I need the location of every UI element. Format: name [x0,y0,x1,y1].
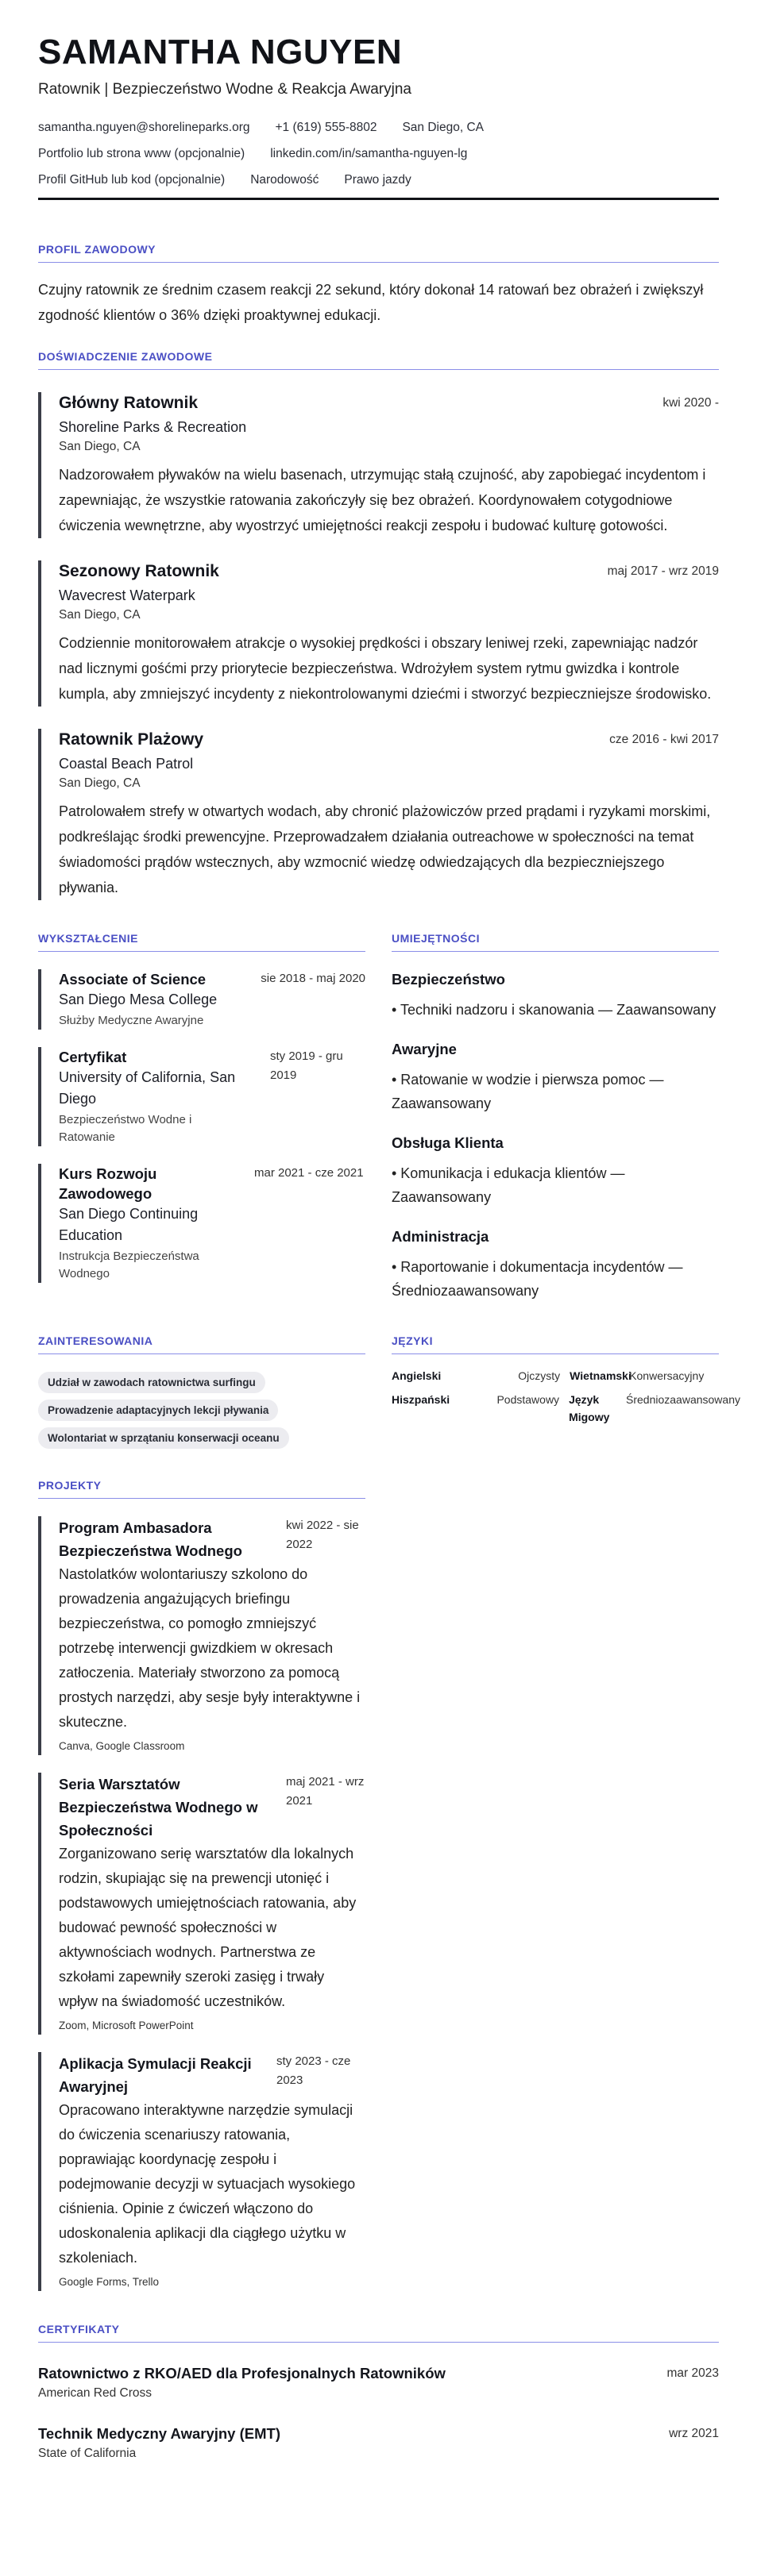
summary-section [38,243,719,328]
education-section [38,932,365,1303]
project-description: Opracowano interaktywne narzędzie symulacji do ćwiczenia scenariuszy ratowania, poprawiając koordynację zespołu i podejmowanie decyzji w sytuacjach wysokiego ciśnienia. Opinie z ćwiczeń włączono do udoskonalenia aplikacji dla ciągłego użytku w szkoleniach. [59,2102,356,2266]
projects-section [38,1479,365,2291]
education-entry [38,969,365,1030]
project-title: Program Ambasadora Bezpieczeństwa Wodnego [59,1519,242,1559]
project-tools: Zoom, Microsoft PowerPoint [59,2020,194,2031]
contact-row [38,141,719,167]
skills-section [392,932,719,1303]
certification-date: mar 2023 [666,2366,719,2380]
contact-row [38,114,719,141]
job-dates: kwi 2020 - [662,396,719,410]
resume-header [38,0,719,200]
section-title: JĘZYKI [392,1334,719,1354]
job-location: San Diego, CA [59,776,141,790]
certification-entry [38,2363,719,2403]
job-entry [38,729,719,900]
section-title: CERTYFIKATY [38,2323,719,2343]
location: San Diego, CA [402,120,484,134]
education-dates: sie 2018 - maj 2020 [261,972,365,985]
summary-text: Czujny ratownik ze średnim czasem reakcji 22 sekund, który dokonał 14 ratowań bez obrażeń i zwiększył zgodność klientów o 36% dzięki proaktywnej edukacji. [38,282,704,323]
certification-issuer: American Red Cross [38,2386,152,2400]
section-title: PROJEKTY [38,1479,365,1499]
language-row [392,1391,740,1426]
interest-tag: Prowadzenie adaptacyjnych lekcji pływania [38,1400,278,1421]
language-name: Angielski [392,1369,442,1382]
job-description: Codziennie monitorowałem atrakcje o wysokiej prędkości i obszary leniwej rzeki, zapewniając nadzór nad licznymi gośćmi przy priorytecie bezpieczeństwa. Wdrożyłem system rytmu gwizdka i kontrole kumpla, aby zmniejszyć incydenty z niekontrolowanymi dziećmi i stworzyć bezpieczniejsze środowisko. [59,635,712,702]
interest-tag: Wolontariat w sprzątaniu konserwacji oceanu [38,1427,289,1449]
portfolio-link[interactable]: Portfolio lub strona www (opcjonalnie) [38,146,245,160]
project-dates: sty 2023 - cze 2023 [276,2054,351,2087]
contact-row [38,167,719,193]
phone[interactable]: +1 (619) 555-8802 [275,120,377,134]
field-of-study: Bezpieczeństwo Wodne i Ratowanie [59,1113,192,1144]
contact-info [38,114,719,193]
linkedin-link[interactable]: linkedin.com/in/samantha-nguyen-lg [270,146,468,160]
github-link[interactable]: Profil GitHub lub kod (opcjonalnie) [38,172,226,187]
certification-name: Ratownictwo z RKO/AED dla Profesjonalnych Ratowników [38,2365,446,2382]
education-dates: mar 2021 - cze 2021 [254,1166,364,1180]
language-row [392,1367,719,1384]
section-title: PROFIL ZAWODOWY [38,243,719,263]
school: San Diego Mesa College [59,992,218,1007]
certification-name: Technik Medyczny Awaryjny (EMT) [38,2425,280,2442]
education-entry [38,1047,365,1146]
job-description: Nadzorowałem pływaków na wielu basenach, utrzymując stałą czujność, aby zapobiegać incydentom i zapewniając, że wszystkie ratowania zakończyły się bez obrażeń. Koordynowałem cotygodniowe ćwiczenia wewnętrzne, aby wyostrzyć umiejętności reakcji zespołu i budować kulturę gotowości. [59,467,706,533]
skill-item: • Ratowanie w wodzie i pierwsza pomoc — Zaawansowany [392,1072,664,1111]
interests-section [38,1334,365,1449]
languages-section [392,1334,740,1449]
section-title: DOŚWIADCZENIE ZAWODOWE [38,350,719,370]
skill-item: • Techniki nadzoru i skanowania — Zaawansowany [392,1002,716,1018]
job-company: Shoreline Parks & Recreation [59,419,247,435]
job-location: San Diego, CA [59,608,141,622]
section-title: ZAINTERESOWANIA [38,1334,365,1354]
school: San Diego Continuing Education [59,1206,199,1243]
experience-section [38,350,719,900]
degree: Associate of Science [59,971,207,988]
language-level: Podstawowy [496,1393,560,1406]
skill-group [392,1226,719,1303]
job-company: Wavecrest Waterpark [59,587,195,603]
job-title: Ratownik Plażowy [59,730,204,749]
job-dates: cze 2016 - kwi 2017 [609,733,719,746]
interests-languages-row [38,1334,740,1449]
skill-item: • Komunikacja i edukacja klientów — Zaawansowany [392,1165,625,1205]
school: University of California, San Diego [59,1069,236,1107]
project-dates: maj 2021 - wrz 2021 [286,1775,365,1808]
project-description: Zorganizowano serię warsztatów dla lokalnych rodzin, skupiając się na prewencji utonięć i podstawowych umiejętnościach ratowania, aby budować pewność społeczności w aktywnościach wodnych. Partnerstwa ze szkołami zapewniły szeroki zasięg i trwały wpływ na świadomość uczestników. [59,1846,357,2009]
header-divider [38,198,719,200]
degree: Certyfikat [59,1049,127,1065]
degree: Kurs Rozwoju Zawodowego [59,1165,157,1202]
languages-table [392,1367,740,1426]
skill-item: • Raportowanie i dokumentacja incydentów — Średniozaawansowany [392,1259,683,1299]
certification-date: wrz 2021 [669,2427,719,2440]
job-entry [38,392,719,538]
language-name: Wietnamski [570,1369,631,1382]
project-title: Seria Warsztatów Bezpieczeństwa Wodnego w Społeczności [59,1776,258,1839]
language-name: Język Migowy [569,1393,610,1423]
skill-category: Bezpieczeństwo [392,971,505,988]
candidate-name: SAMANTHA NGUYEN [38,33,403,71]
job-description: Patrolowałem strefy w otwartych wodach, aby chronić plażowiczów przed prądami i ryzykami morskimi, podkreślając środki prewencyjne. Przeprowadzałem działania outreachowe w społeczności na temat świadomości prądów wstecznych, aby wzmocnić wiedzę odwiedzających dla bezpieczniejszego pływania. [59,803,711,895]
job-entry [38,560,719,707]
certifications-section [38,2323,719,2463]
interest-tag: Udział w zawodach ratownictwa surfingu [38,1372,265,1393]
project-description: Nastolatków wolontariuszy szkolono do prowadzenia angażujących briefingu bezpieczeństwa, co pomogło zmniejszyć potrzebę interwencji gwizdkiem w okresach zatłoczenia. Materiały stworzono za pomocą prostych narzędzi, aby sesje były interaktywne i skuteczne. [59,1566,361,1730]
headline: Ratownik | Bezpieczeństwo Wodne & Reakcja Awaryjna [38,81,411,98]
nationality: Narodowość [250,172,319,187]
job-title: Sezonowy Ratownik [59,562,219,580]
language-level: Średniozaawansowany [626,1393,740,1406]
language-level: Konwersacyjny [629,1369,705,1382]
section-title: WYKSZTAŁCENIE [38,932,365,952]
education-skills-row [38,932,719,1303]
driving-license: Prawo jazdy [344,172,411,187]
section-title: UMIEJĘTNOŚCI [392,932,719,952]
job-title: Główny Ratownik [59,394,199,412]
job-location: San Diego, CA [59,440,141,453]
certification-issuer: State of California [38,2447,137,2460]
language-name: Hiszpański [392,1393,450,1406]
project-dates: kwi 2022 - sie 2022 [286,1519,359,1551]
job-company: Coastal Beach Patrol [59,756,194,772]
field-of-study: Służby Medyczne Awaryjne [59,1014,204,1027]
field-of-study: Instrukcja Bezpieczeństwa Wodnego [59,1249,199,1280]
skill-group [392,1039,719,1115]
project-tools: Canva, Google Classroom [59,1740,185,1752]
education-entry [38,1164,365,1283]
project-tools: Google Forms, Trello [59,2276,160,2288]
project-entry [38,1773,365,2035]
skill-category: Obsługa Klienta [392,1134,504,1151]
skill-group [392,969,719,1022]
skill-group [392,1133,719,1209]
language-level: Ojczysty [518,1369,561,1382]
skill-category: Administracja [392,1228,489,1245]
education-dates: sty 2019 - gru 2019 [270,1049,343,1082]
email[interactable]: samantha.nguyen@shorelineparks.org [38,120,250,134]
project-title: Aplikacja Symulacji Reakcji Awaryjnej [59,2055,252,2095]
project-entry [38,2052,365,2291]
certification-entry [38,2424,719,2463]
job-dates: maj 2017 - wrz 2019 [607,564,719,578]
skill-category: Awaryjne [392,1041,457,1057]
project-entry [38,1516,365,1755]
interest-tags [38,1365,365,1449]
